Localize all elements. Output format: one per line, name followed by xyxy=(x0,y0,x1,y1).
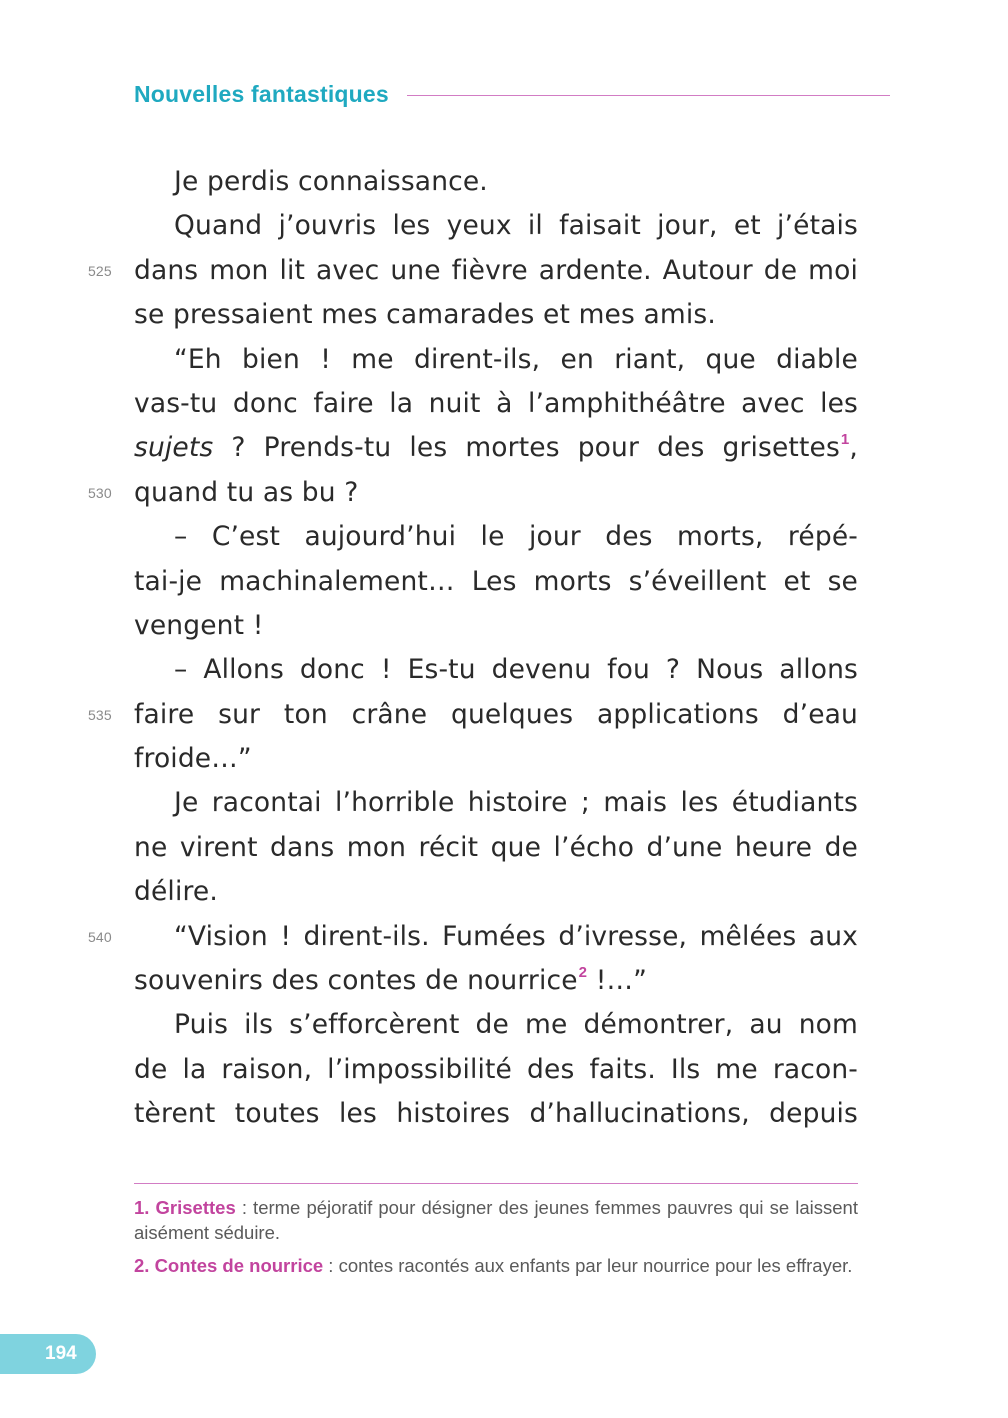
text-line-content: !…” xyxy=(587,965,648,997)
text-line: “Eh bien ! me dirent-ils, en riant, que diable xyxy=(174,343,858,375)
footnote-text: : contes racontés aux enfants par leur nourrice pour les effrayer. xyxy=(323,1255,853,1276)
footnote-2 xyxy=(134,1254,858,1279)
footnote-text: : terme péjoratif pour désigner des jeunes femmes pauvres qui se laissent aisément séduire. xyxy=(134,1197,858,1243)
text-line-content: dans mon lit avec une fièvre ardente. Autour de moi xyxy=(134,254,858,286)
text-line-content: ? Prends-tu les mortes pour des grisettes xyxy=(213,432,840,464)
text-line: se pressaient mes camarades et mes amis. xyxy=(134,299,716,331)
line-number: 540 xyxy=(88,928,112,945)
text-line: Quand j’ouvris les yeux il faisait jour, et j’étais xyxy=(174,210,858,242)
text-line: froide…” xyxy=(134,743,252,775)
italic-word: sujets xyxy=(134,432,214,464)
text-line-content: faire sur ton crâne quelques applications d’eau xyxy=(134,698,858,730)
line-number: 530 xyxy=(88,484,112,501)
footnote-ref-1[interactable]: 1 xyxy=(840,431,850,449)
text-line: Puis ils s’efforcèrent de me démontrer, au nom xyxy=(174,1009,858,1041)
text-line xyxy=(88,693,858,737)
main-text xyxy=(88,160,858,1137)
text-line: Je perdis connaissance. xyxy=(174,166,488,197)
page-number: 194 xyxy=(45,1343,77,1364)
text-line xyxy=(134,959,858,1003)
text-line: délire. xyxy=(134,876,218,908)
text-line xyxy=(88,471,858,515)
footnotes xyxy=(134,1196,858,1288)
text-line: Je racontai l’horrible histoire ; mais les étudiants xyxy=(174,787,858,819)
running-header xyxy=(134,78,890,110)
text-line-content: “Vision ! dirent-ils. Fumées d’ivresse, mêlées aux xyxy=(174,920,858,952)
text-line-content: souvenirs des contes de nourrice xyxy=(134,965,578,997)
line-number: 535 xyxy=(88,706,112,723)
footnote-rule xyxy=(134,1183,858,1184)
text-line xyxy=(88,249,858,293)
book-title: Nouvelles fantastiques xyxy=(134,80,389,107)
text-line xyxy=(134,426,858,470)
text-line: tèrent toutes les histoires d’hallucinations, depuis xyxy=(134,1098,858,1130)
footnote-label: 2. Contes de nourrice xyxy=(134,1255,324,1276)
text-line: ne virent dans mon récit que l’écho d’une heure de xyxy=(134,831,858,863)
footnote-label: 1. Grisettes xyxy=(134,1197,236,1218)
text-line-content: , xyxy=(849,432,858,464)
text-line-content: quand tu as bu ? xyxy=(134,476,359,508)
footnote-1 xyxy=(134,1196,858,1245)
text-line: – C’est aujourd’hui le jour des morts, répé- xyxy=(174,521,858,553)
line-number: 525 xyxy=(88,262,112,279)
page-number-tab xyxy=(0,1334,96,1374)
text-line xyxy=(88,915,858,959)
text-line: vas-tu donc faire la nuit à l’amphithéâtre avec les xyxy=(134,387,858,419)
text-line: tai-je machinalement… Les morts s’éveillent et se xyxy=(134,565,858,597)
header-rule xyxy=(407,95,890,96)
text-line: – Allons donc ! Es-tu devenu fou ? Nous allons xyxy=(174,654,858,686)
text-line: de la raison, l’impossibilité des faits. Ils me racon- xyxy=(134,1053,858,1085)
text-line: vengent ! xyxy=(134,609,264,641)
footnote-ref-2[interactable]: 2 xyxy=(578,964,588,982)
